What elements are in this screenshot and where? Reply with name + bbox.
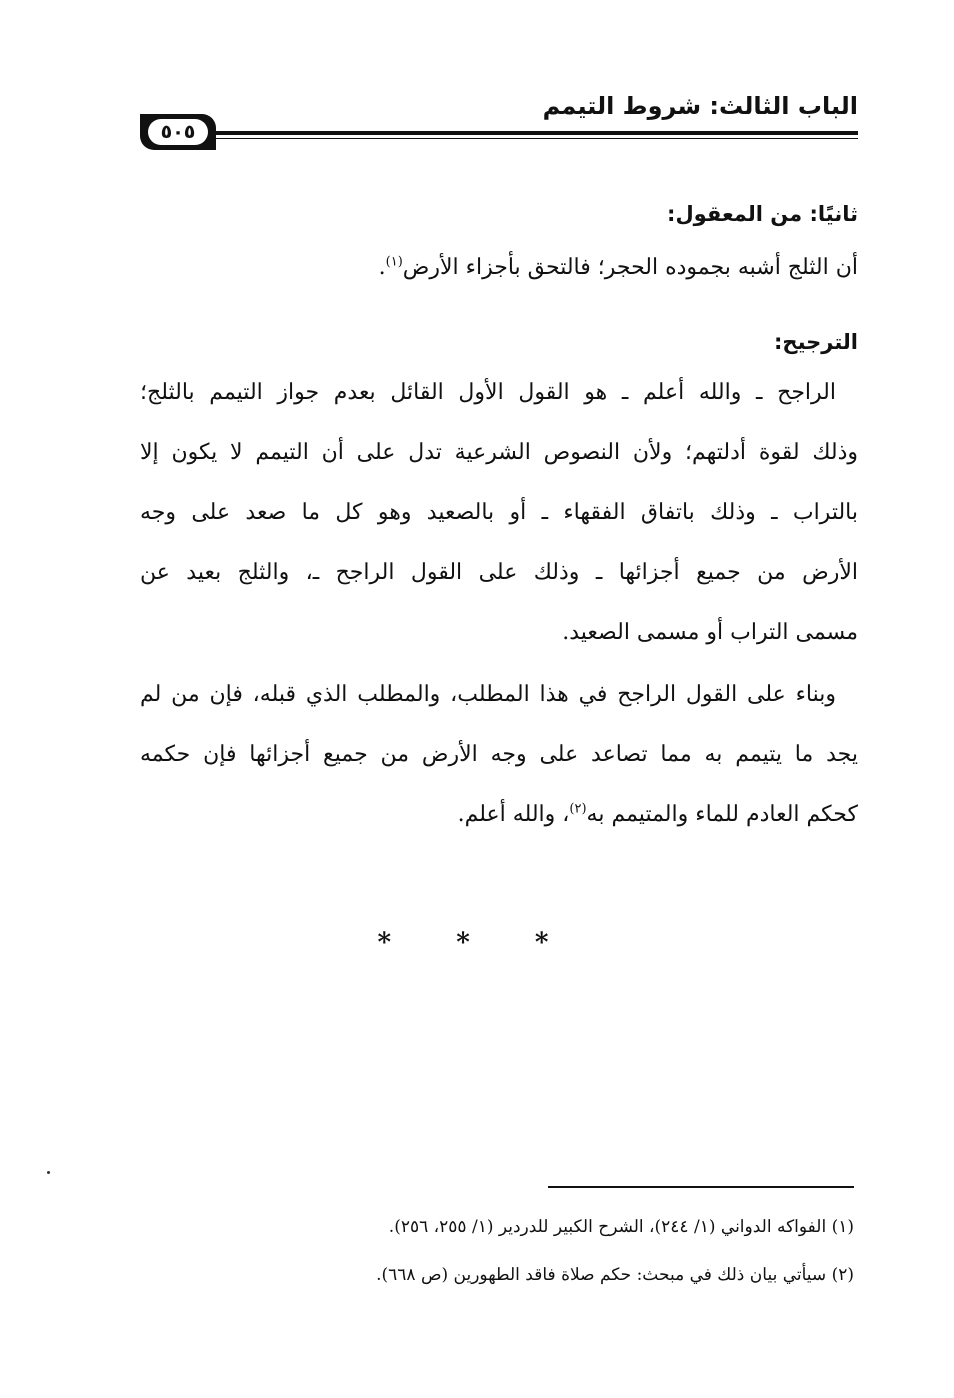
reason-end: . [378, 255, 386, 280]
header-rule [210, 131, 858, 135]
footnote-ref-2: (٢) [569, 801, 587, 817]
footnote-rule [548, 1186, 854, 1188]
tarjih-para2-line1: وبناء على القول الراجح في هذا المطلب، والمطلب الذي قبله، فإن من لم [140, 682, 836, 707]
tarjih-para1-line4: الأرض من جميع أجزائها ـ وذلك على القول الراجح ـ، والثلج بعيد عن [140, 560, 858, 585]
footnote-ref-1: (١) [385, 254, 403, 270]
page-number: ٥٠٥ [148, 119, 208, 145]
para2-last-text: كحكم العادم للماء والمتيمم به [586, 802, 858, 827]
tarjih-para1-line5: مسمى التراب أو مسمى الصعيد. [562, 620, 858, 645]
para2-end: ، والله أعلم. [457, 802, 570, 827]
footnote-2: (٢) سيأتي بيان ذلك في مبحث: حكم صلاة فاقد الطهورين (ص ٦٦٨). [376, 1265, 854, 1285]
reason-line: أن الثلج أشبه بجموده الحجر؛ فالتحق بأجزاء الأرض [402, 255, 858, 280]
reason-text [379, 255, 858, 280]
tarjih-para1-line3: بالتراب ـ وذلك باتفاق الفقهاء ـ أو بالصعيد وهو كل ما صعد على وجه [140, 500, 858, 525]
scan-speck [47, 1171, 50, 1174]
section-heading-reason: ثانيًا: من المعقول: [667, 202, 858, 226]
footnote-1: (١) الفواكه الدواني (١/ ٢٤٤)، الشرح الكبير للدردير (١/ ٢٥٥، ٢٥٦). [388, 1217, 854, 1237]
section-heading-tarjih: الترجيح: [774, 330, 858, 354]
section-separator: * * * [377, 928, 577, 958]
tarjih-para2-line2: يجد ما يتيمم به مما تصاعد على وجه الأرض من جميع أجزائها فإن حكمه [140, 742, 858, 767]
tarjih-para1-line2: وذلك لقوة أدلتهم؛ ولأن النصوص الشرعية تدل على أن التيمم لا يكون إلا [140, 440, 858, 465]
tarjih-para1-line1: الراجح ـ والله أعلم ـ هو القول الأول القائل بعدم جواز التيمم بالثلج؛ [140, 380, 836, 405]
chapter-title: الباب الثالث: شروط التيمم [542, 92, 858, 120]
header-rule-thin [210, 138, 858, 139]
tarjih-para2-line3 [458, 802, 858, 827]
